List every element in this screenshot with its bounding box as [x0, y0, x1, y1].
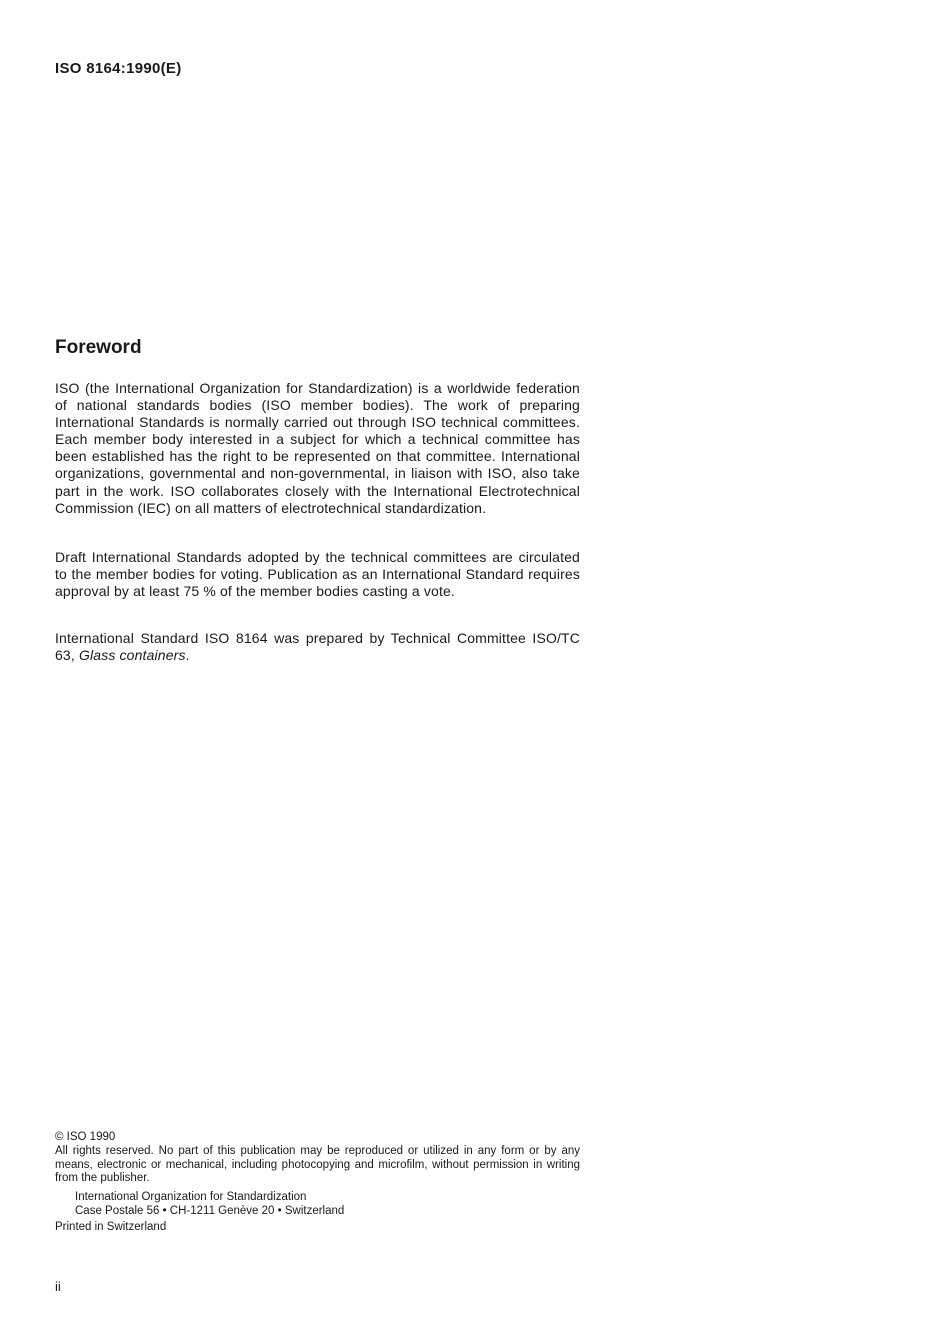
- paragraph-3-text: International Standard ISO 8164 was prepared by Technical Committee ISO/TC 63,: [55, 630, 580, 664]
- page-number: ii: [55, 1279, 61, 1294]
- paragraph-3-end: .: [185, 647, 190, 664]
- document-identifier: ISO 8164:1990(E): [55, 60, 182, 77]
- foreword-heading: Foreword: [55, 337, 142, 358]
- foreword-paragraph-2: Draft International Standards adopted by the technical committees are circulated to the member bodies for voting. Publication as an International Standard requires approval by at least 75 % of the member bodies casting a vote.: [55, 549, 580, 600]
- publisher-postal-address: Case Postale 56 • CH-1211 Genève 20 • Switzerland: [75, 1205, 345, 1217]
- publisher-name: International Organization for Standardization: [75, 1191, 307, 1203]
- committee-title: Glass containers: [78, 647, 186, 664]
- rights-statement: All rights reserved. No part of this publication may be reproduced or utilized in any form or by any means, electronic or mechanical, including photocopying and microfilm, without permission in writing from the publisher.: [55, 1145, 580, 1184]
- publisher-address: [75, 1190, 344, 1218]
- printed-in: Printed in Switzerland: [55, 1221, 167, 1233]
- foreword-paragraph-3: [55, 630, 580, 664]
- foreword-paragraph-1: ISO (the International Organization for Standardization) is a worldwide federation of national standards bodies (ISO member bodies). The work of preparing International Standards is normally carried out through ISO technical committees. Each member body interested in a subject for which a technical committee has been established has the right to be represented on that committee. International organizations, governmental and non-governmental, in liaison with ISO, also take part in the work. ISO collaborates closely with the International Electrotechnical Commission (IEC) on all matters of electrotechnical standardization.: [55, 380, 580, 516]
- copyright-notice: © ISO 1990: [55, 1131, 116, 1143]
